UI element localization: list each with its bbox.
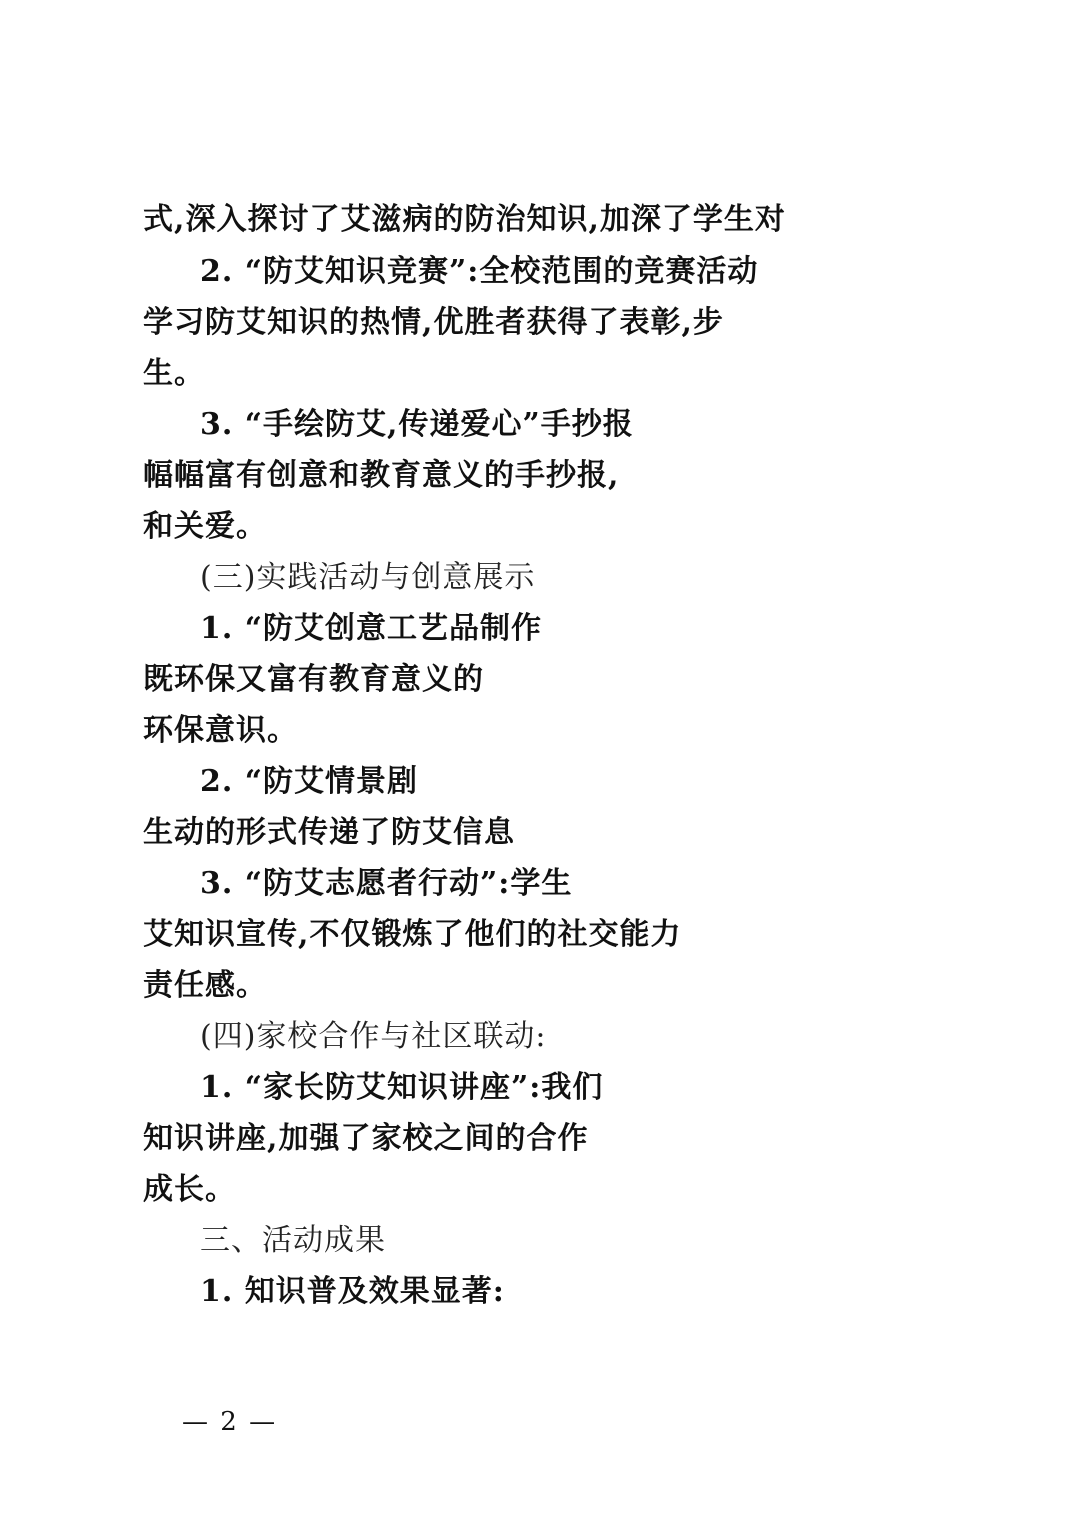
- paragraph-line: 成长。: [143, 1172, 236, 1207]
- section-heading: (三)实践活动与创意展示: [200, 560, 536, 595]
- paragraph-line: 幅幅富有创意和教育意义的手抄报,: [143, 458, 620, 493]
- list-item-heading: 3. “手绘防艾,传递爱心”手抄报: [200, 407, 634, 442]
- section-heading: (四)家校合作与社区联动:: [200, 1019, 547, 1054]
- list-item-heading: 1. “防艾创意工艺品制作: [200, 611, 543, 646]
- paragraph-line: 艾知识宣传,不仅锻炼了他们的社交能力: [143, 917, 682, 952]
- paragraph-line: 环保意识。: [143, 713, 298, 748]
- list-item-heading: 1. “家长防艾知识讲座”:我们: [200, 1070, 604, 1105]
- page-number: — 2 —: [182, 1407, 278, 1437]
- list-item-heading: 3. “防艾志愿者行动”:学生: [200, 866, 573, 901]
- paragraph-line: 责任感。: [143, 968, 267, 1003]
- section-heading: 三、活动成果: [200, 1223, 386, 1258]
- list-item-heading: 2. “防艾情景剧: [200, 764, 419, 799]
- paragraph-line: 既环保又富有教育意义的: [143, 662, 484, 697]
- paragraph-line: 生动的形式传递了防艾信息: [143, 815, 515, 850]
- paragraph-line: 知识讲座,加强了家校之间的合作: [143, 1121, 589, 1156]
- paragraph-line: 学习防艾知识的热情,优胜者获得了表彰,步: [143, 305, 724, 340]
- list-item-heading: 1. 知识普及效果显著:: [200, 1274, 505, 1309]
- list-item-heading: 2. “防艾知识竞赛”:全校范围的竞赛活动: [200, 254, 759, 289]
- paragraph-line: 式,深入探讨了艾滋病的防治知识,加深了学生对: [143, 202, 786, 237]
- paragraph-line: 和关爱。: [143, 509, 267, 544]
- paragraph-line: 生。: [143, 356, 205, 391]
